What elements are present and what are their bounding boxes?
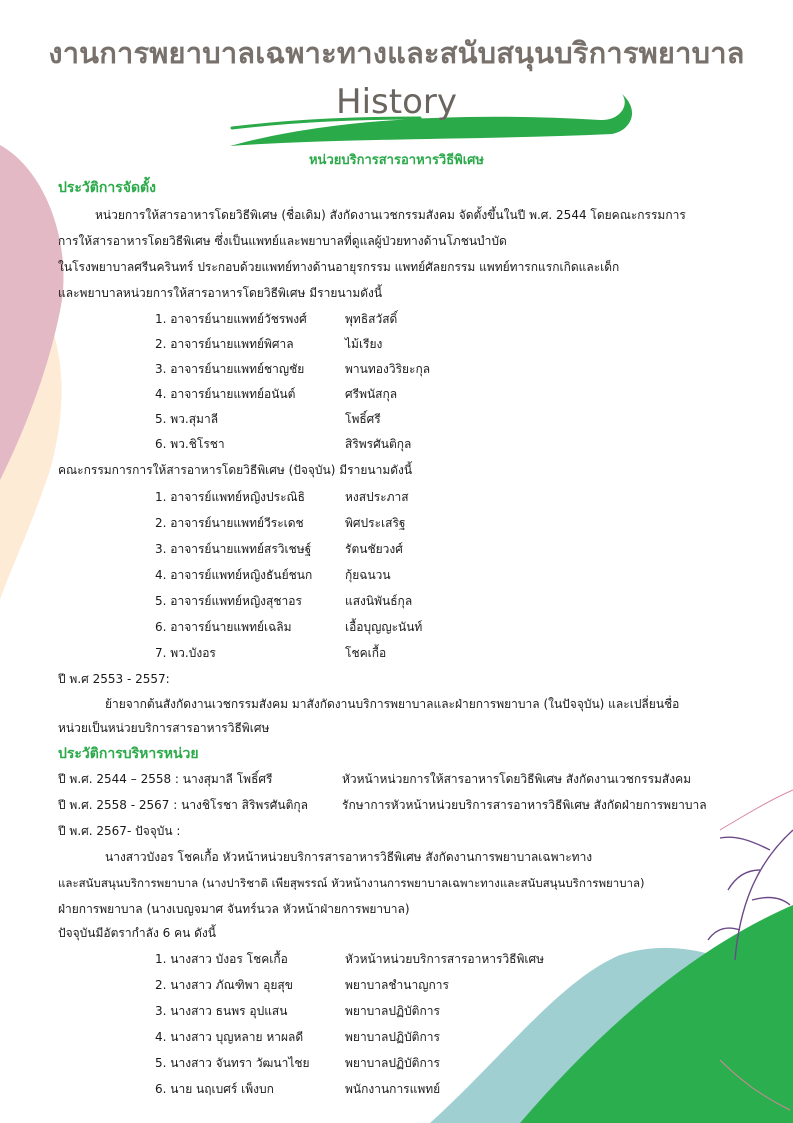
committee-intro: คณะกรรมการการให้สารอาหารโดยวิธีพิเศษ (ปัจจุบัน) มีรายนามดังนี้ [58,463,413,477]
staff-role: พยาบาลชำนาญการ [345,978,449,992]
member-surname: ศรีพนัสกุล [345,387,398,401]
member-name: 3. อาจารย์นายแพทย์ชาญชัย [155,362,305,376]
current-para-line: และสนับสนุนบริการพยาบาล (นางปาริชาติ เพียสุพรรณ์ หัวหน้างานการพยาบาลเฉพาะทางและสนับสนุนบริการพยาบาล) [58,876,645,890]
founding-para-line: ในโรงพยาบาลศรีนครินทร์ ประกอบด้วยแพทย์ทางด้านอายุรกรรม แพทย์ศัลยกรรม แพทย์ทารกแรกเกิดและเด็ก [58,260,620,274]
committee-surname: เอื้อบุญญะนันท์ [345,620,423,634]
member-name: 6. พว.ชิโรชา [155,437,225,451]
move-para-line: หน่วยเป็นหน่วยบริการสารอาหารวิธีพิเศษ [58,721,270,735]
committee-surname: กุ้ยฉนวน [345,568,391,582]
committee-surname: โชคเกื้อ [345,646,387,660]
committee-surname: พิศประเสริฐ [345,516,406,530]
founding-para-line: และพยาบาลหน่วยการให้สารอาหารโดยวิธีพิเศษ มีรายนามดังนี้ [58,286,383,300]
founding-para-line: หน่วยการให้สารอาหารโดยวิธีพิเศษ (ชื่อเดิม) สังกัดงานเวชกรรมสังคม จัดตั้งขึ้นในปี พ.ศ. 2544 โดยคณะกรรมการ [95,208,686,222]
committee-name: 5. อาจารย์แพทย์หญิงสุชาอร [155,594,302,608]
committee-name: 7. พว.บังอร [155,646,216,660]
staff-name: 4. นางสาว บุญหลาย หาผลดี [155,1030,304,1044]
unit-subtitle: หน่วยบริการสารอาหารวิธีพิเศษ [308,153,484,168]
staff-name: 3. นางสาว ธนพร อุปแสน [155,1004,288,1018]
committee-surname: รัตนชัยวงศ์ [345,542,403,556]
staff-role: หัวหน้าหน่วยบริการสารอาหารวิธีพิเศษ [345,952,545,966]
member-surname: พุทธิสวัสดิ์ [345,312,398,326]
staff-name: 2. นางสาว ภัณฑิพา อุยสุข [155,978,293,992]
member-name: 2. อาจารย์นายแพทย์พิศาล [155,337,294,351]
page-title: งานการพยาบาลเฉพาะทางและสนับสนุนบริการพยาบาล [48,36,745,70]
member-name: 5. พว.สุมาลี [155,412,219,426]
admin-period: ปี พ.ศ. 2544 – 2558 : นางสุมาลี โพธิ์ศรี [58,772,273,786]
committee-name: 6. อาจารย์นายแพทย์เฉลิม [155,620,292,634]
committee-surname: หงสประภาส [345,490,409,504]
member-surname: โพธิ์ศรี [345,412,381,426]
staff-name: 5. นางสาว จันทรา วัฒนาไชย [155,1056,310,1070]
staff-name: 6. นาย นฤเบศร์ เพ็งบก [155,1082,274,1096]
member-surname: พานทองวิริยะกุล [345,362,431,376]
history-heading: History [336,82,457,122]
current-period-line: ปี พ.ศ. 2567- ปัจจุบัน : [58,824,181,838]
staff-role: พนักงานการแพทย์ [345,1082,441,1096]
year-line: ปี พ.ศ 2553 - 2557: [58,672,170,686]
staff-role: พยาบาลปฏิบัติการ [345,1056,440,1070]
staff-intro: ปัจจุบันมีอัตรากำลัง 6 คน ดังนี้ [58,926,216,940]
committee-name: 2. อาจารย์นายแพทย์วีระเดช [155,516,304,530]
admin-heading: ประวัติการบริหารหน่วย [58,746,199,762]
founding-heading: ประวัติการจัดตั้ง [58,180,156,196]
current-para-line: นางสาวบังอร โชคเกื้อ หัวหน้าหน่วยบริการสารอาหารวิธีพิเศษ สังกัดงานการพยาบาลเฉพาะทาง [105,850,593,864]
staff-name: 1. นางสาว บังอร โชคเกื้อ [155,952,288,966]
admin-period: ปี พ.ศ. 2558 - 2567 : นางชิโรชา สิริพรศันติกุล [58,798,309,812]
committee-surname: แสงนิพันธ์กุล [345,594,413,608]
member-name: 4. อาจารย์นายแพทย์อนันต์ [155,387,296,401]
staff-role: พยาบาลปฏิบัติการ [345,1030,440,1044]
member-name: 1. อาจารย์นายแพทย์วัชรพงศ์ [155,312,307,326]
current-para-line: ฝ่ายการพยาบาล (นางเบญจมาศ จันทร์นวล หัวหน้าฝ่ายการพยาบาล) [58,902,410,916]
committee-name: 4. อาจารย์แพทย์หญิงธันย์ชนก [155,568,313,582]
member-surname: สิริพรศันติกุล [345,437,412,451]
staff-role: พยาบาลปฏิบัติการ [345,1004,440,1018]
member-surname: ไม้เรียง [345,337,383,351]
move-para-line: ย้ายจากต้นสังกัดงานเวชกรรมสังคม มาสังกัดงานบริการพยาบาลและฝ่ายการพยาบาล (ในปัจจุบัน) และเปลี่ยนชื่อ [105,697,680,711]
admin-role: รักษาการหัวหน้าหน่วยบริการสารอาหารวิธีพิเศษ สังกัดฝ่ายการพยาบาล [342,798,707,812]
founding-para-line: การให้สารอาหารโดยวิธีพิเศษ ซึ่งเป็นแพทย์และพยาบาลที่ดูแลผู้ป่วยทางด้านโภชนบำบัด [58,234,507,248]
admin-role: หัวหน้าหน่วยการให้สารอาหารโดยวิธีพิเศษ สังกัดงานเวชกรรมสังคม [342,772,692,786]
committee-name: 1. อาจารย์แพทย์หญิงประณิธิ [155,490,305,504]
committee-name: 3. อาจารย์นายแพทย์สรวิเชษฐ์ [155,542,312,556]
